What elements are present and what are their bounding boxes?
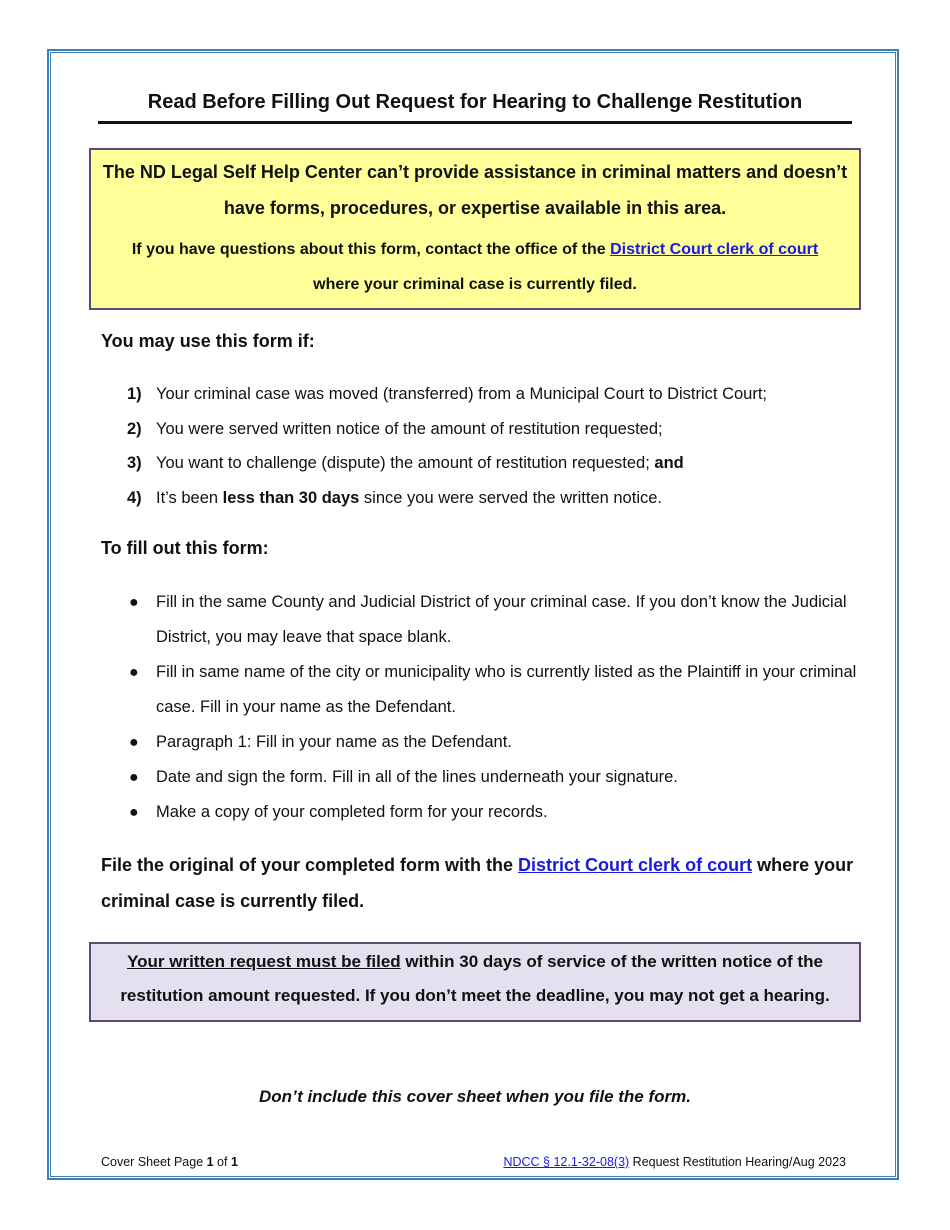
condition-item xyxy=(101,414,861,449)
instruction-item xyxy=(101,725,861,760)
fill-out-heading: To fill out this form: xyxy=(101,538,269,558)
condition-item xyxy=(101,379,861,414)
deadline-underlined: Your written request must be filed xyxy=(127,952,401,971)
file-instruction xyxy=(101,847,861,919)
condition-text: You were served written notice of the amount of restitution requested; xyxy=(156,419,663,438)
notice-text-after: where your criminal case is currently filed. xyxy=(313,276,637,293)
condition-emphasis: less than 30 days xyxy=(222,489,360,508)
clerk-of-court-link[interactable]: District Court clerk of court xyxy=(610,241,819,258)
use-form-heading: You may use this form if: xyxy=(101,331,315,351)
footer-form-name: Request Restitution Hearing/Aug 2023 xyxy=(629,1155,846,1169)
file-text-before: File the original of your completed form with the xyxy=(101,855,519,875)
condition-text: Your criminal case was moved (transferred) from a Municipal Court to District Court; xyxy=(156,385,768,403)
cover-sheet-note: Don’t include this cover sheet when you file the form. xyxy=(259,1087,691,1106)
condition-item xyxy=(101,448,861,483)
footer-form-info xyxy=(503,1155,846,1169)
bullet-icon: ● xyxy=(129,804,139,821)
footer-page-number: 1 xyxy=(206,1155,214,1169)
footer-page-total: 1 xyxy=(230,1155,238,1169)
instruction-item xyxy=(101,795,861,830)
footer-label: Cover Sheet Page xyxy=(101,1155,207,1169)
notice-line-2 xyxy=(111,232,839,302)
instruction-item xyxy=(101,585,861,655)
instructions-list xyxy=(101,585,861,830)
statute-link[interactable]: NDCC § 12.1-32-08(3) xyxy=(503,1155,630,1169)
bullet-icon: ● xyxy=(129,664,139,681)
notice-box xyxy=(89,148,861,310)
title-underline xyxy=(98,121,852,124)
instruction-text: Date and sign the form. Fill in all of the lines underneath your signature. xyxy=(156,768,678,786)
footer-of: of xyxy=(213,1155,231,1169)
instruction-item xyxy=(101,655,861,725)
condition-number: 3) xyxy=(127,454,142,473)
condition-number: 2) xyxy=(127,419,142,438)
condition-text: You want to challenge (dispute) the amount of restitution requested; xyxy=(156,454,655,473)
condition-number: 1) xyxy=(127,385,142,403)
file-text-after: where your criminal case is currently filed. xyxy=(101,855,854,911)
bullet-icon: ● xyxy=(129,769,139,786)
condition-number: 4) xyxy=(127,489,142,508)
bullet-icon: ● xyxy=(129,594,139,611)
conditions-list xyxy=(101,379,861,518)
condition-text-before: It’s been xyxy=(156,489,223,508)
instruction-text: Paragraph 1: Fill in your name as the Defendant. xyxy=(156,733,512,751)
notice-line-1: The ND Legal Self Help Center can’t provide assistance in criminal matters and doesn’t have forms, procedures, or expertise available in this area. xyxy=(102,162,848,218)
page-title: Read Before Filling Out Request for Hearing to Challenge Restitution xyxy=(147,91,803,113)
deadline-box xyxy=(89,942,861,1022)
instruction-item xyxy=(101,760,861,795)
condition-text-after: since you were served the written notice. xyxy=(359,489,662,508)
instruction-text: Fill in the same County and Judicial District of your criminal case. If you don’t know the Judicial District, you may leave that space blank. xyxy=(156,593,847,646)
footer-page-info xyxy=(101,1155,238,1169)
deadline-text: within 30 days of service of the written notice of the restitution amount requested. If you don’t meet the deadline, you may not get a hearing. xyxy=(120,952,830,1005)
condition-item xyxy=(101,483,861,518)
instruction-text: Make a copy of your completed form for your records. xyxy=(156,803,548,821)
notice-text-before: If you have questions about this form, contact the office of the xyxy=(131,241,611,258)
bullet-icon: ● xyxy=(129,734,139,751)
condition-and: and xyxy=(654,454,684,473)
clerk-of-court-link-2[interactable]: District Court clerk of court xyxy=(518,855,753,875)
instruction-text: Fill in same name of the city or municipality who is currently listed as the Plaintiff in your criminal case. Fill in your name as the Defendant. xyxy=(156,663,857,716)
